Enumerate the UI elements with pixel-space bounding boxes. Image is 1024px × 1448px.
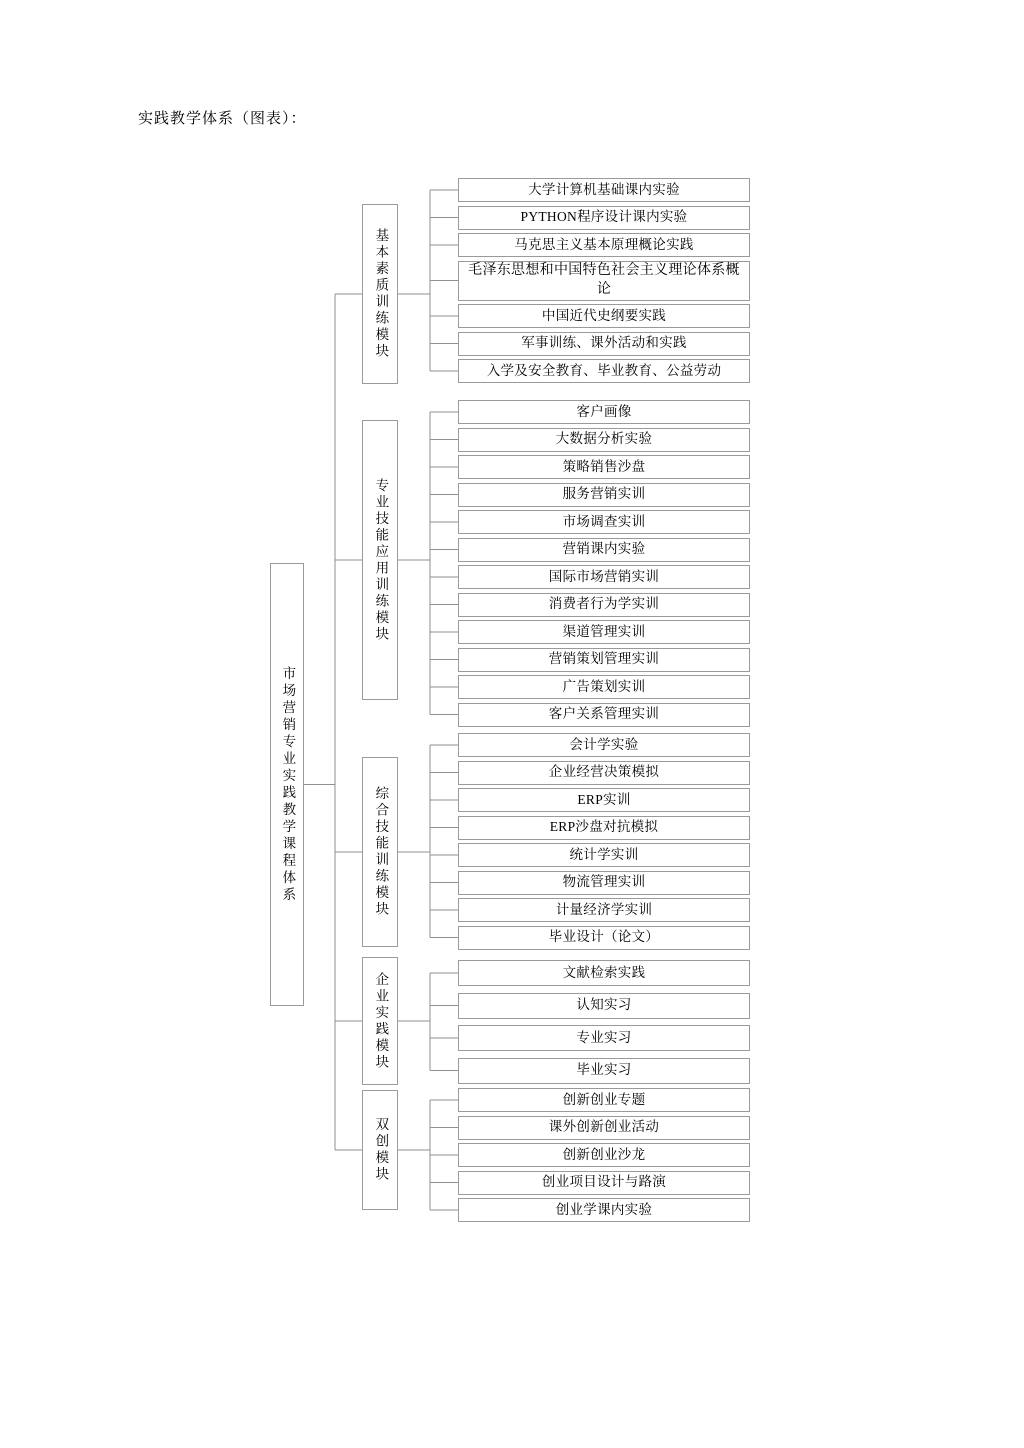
leaf-node: 广告策划实训 <box>458 675 750 699</box>
module-node <box>362 757 398 947</box>
module-node <box>362 1090 398 1210</box>
leaf-node: 物流管理实训 <box>458 871 750 895</box>
leaf-node: ERP沙盘对抗模拟 <box>458 816 750 840</box>
leaf-node: 企业经营决策模拟 <box>458 761 750 785</box>
leaf-node: 渠道管理实训 <box>458 620 750 644</box>
leaf-node: 创新创业专题 <box>458 1088 750 1112</box>
leaf-node: 策略销售沙盘 <box>458 455 750 479</box>
leaf-node: 文献检索实践 <box>458 960 750 986</box>
leaf-node: 中国近代史纲要实践 <box>458 304 750 328</box>
module-node <box>362 420 398 700</box>
leaf-node: 创业项目设计与路演 <box>458 1171 750 1195</box>
leaf-node: 毛泽东思想和中国特色社会主义理论体系概论 <box>458 261 750 301</box>
leaf-node: 毕业设计（论文） <box>458 926 750 950</box>
leaf-node: 营销策划管理实训 <box>458 648 750 672</box>
leaf-node: 营销课内实验 <box>458 538 750 562</box>
root-node <box>270 563 304 1006</box>
leaf-node: PYTHON程序设计课内实验 <box>458 206 750 230</box>
leaf-node: 服务营销实训 <box>458 483 750 507</box>
leaf-node: 国际市场营销实训 <box>458 565 750 589</box>
module-label: 双创模块 <box>373 1117 389 1183</box>
module-label: 基本素质训练模块 <box>373 228 389 360</box>
leaf-node: ERP实训 <box>458 788 750 812</box>
module-label: 企业实践模块 <box>373 971 389 1071</box>
module-node <box>362 204 398 384</box>
leaf-node: 市场调查实训 <box>458 510 750 534</box>
leaf-node: 统计学实训 <box>458 843 750 867</box>
leaf-node: 专业实习 <box>458 1025 750 1051</box>
leaf-node: 大学计算机基础课内实验 <box>458 178 750 202</box>
leaf-node: 毕业实习 <box>458 1058 750 1084</box>
leaf-node: 军事训练、课外活动和实践 <box>458 332 750 356</box>
leaf-node: 会计学实验 <box>458 733 750 757</box>
leaf-node: 入学及安全教育、毕业教育、公益劳动 <box>458 359 750 383</box>
module-node <box>362 957 398 1085</box>
leaf-node: 计量经济学实训 <box>458 898 750 922</box>
module-label: 综合技能训练模块 <box>373 786 389 918</box>
root-label: 市场营销专业实践教学课程体系 <box>280 665 296 904</box>
leaf-node: 认知实习 <box>458 993 750 1019</box>
leaf-node: 课外创新创业活动 <box>458 1116 750 1140</box>
leaf-node: 客户画像 <box>458 400 750 424</box>
leaf-node: 创业学课内实验 <box>458 1198 750 1222</box>
leaf-node: 创新创业沙龙 <box>458 1143 750 1167</box>
leaf-node: 客户关系管理实训 <box>458 703 750 727</box>
page-title: 实践教学体系（图表）： <box>138 111 307 127</box>
leaf-node: 大数据分析实验 <box>458 428 750 452</box>
module-label: 专业技能应用训练模块 <box>373 477 389 643</box>
leaf-node: 马克思主义基本原理概论实践 <box>458 233 750 257</box>
leaf-node: 消费者行为学实训 <box>458 593 750 617</box>
